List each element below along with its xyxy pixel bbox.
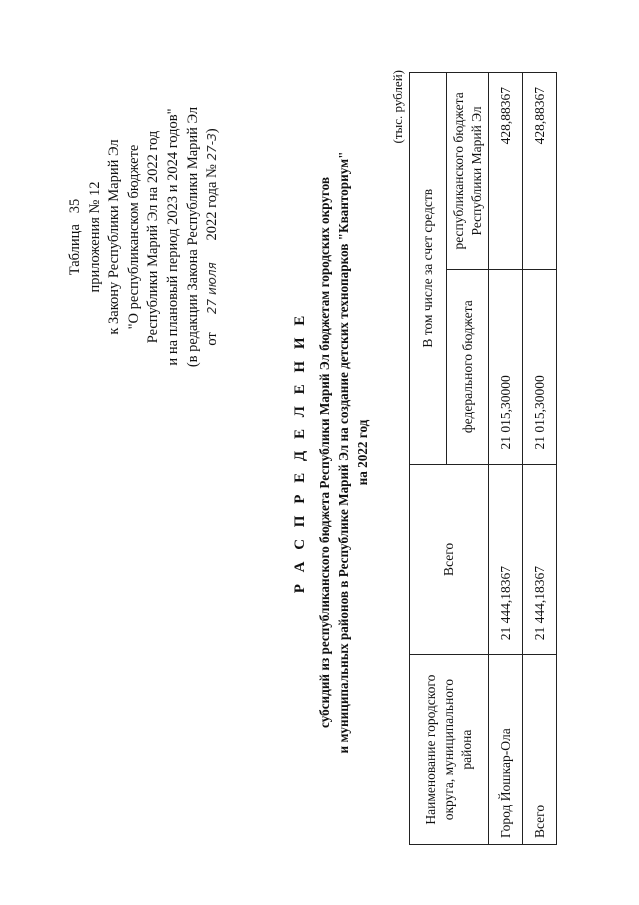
header-federal: федерального бюджета: [447, 269, 489, 464]
row-republic: 428,88367: [489, 73, 523, 270]
header-total: Всего: [410, 464, 489, 655]
handwritten-number: 27-З: [205, 133, 220, 161]
units-label: (тыс. рублей): [390, 70, 405, 144]
date-line: [203, 87, 223, 387]
row-federal: 21 015,30000: [489, 269, 523, 464]
law-name-line-3: и на плановый период 2023 и 2024 годов": [164, 108, 181, 366]
appendix-line: приложения № 12: [86, 181, 103, 293]
table-row: [523, 73, 557, 845]
approval-header: [66, 87, 223, 387]
year-text: 2022 года №: [204, 164, 221, 241]
row-total: 21 444,18367: [489, 464, 523, 655]
table-row: [489, 73, 523, 845]
row-name: Всего: [523, 655, 557, 845]
header-republic: республиканского бюджета Республики Марий Эл: [447, 73, 489, 270]
header-name: Наименование городского округа, муниципального района: [410, 655, 489, 845]
handwritten-date: 27 июля: [205, 262, 220, 315]
law-line: к Закону Республики Марий Эл: [106, 139, 123, 335]
row-federal: 21 015,30000: [523, 269, 557, 464]
row-republic: 428,88367: [523, 73, 557, 270]
table-number: 35: [67, 198, 83, 214]
distribution-table: [409, 72, 557, 845]
document-title-block: [292, 20, 372, 885]
subtitle-line-2: и муниципальных районов в Республике Марий Эл на создание детских технопарков "Кванториум": [336, 151, 351, 754]
closing-bracket: ): [204, 128, 221, 134]
subtitle-line-1: субсидий из республиканского бюджета Республики Марий Эл бюджетам городских округов: [317, 177, 332, 728]
law-name-line-1: "О республиканском бюджете: [125, 144, 142, 330]
law-name-line-2: Республики Марий Эл на 2022 год: [145, 130, 162, 344]
row-total: 21 444,18367: [523, 464, 557, 655]
header-including: В том числе за счет средств: [410, 73, 447, 465]
subtitle-line-3: на 2022 год: [355, 419, 370, 486]
edition-line: (в редакции Закона Республики Марий Эл: [184, 106, 201, 368]
row-name: Город Йошкар-Ола: [489, 655, 523, 845]
document-title: Р А С П Р Е Д Е Л Е Н И Е: [292, 311, 308, 594]
from-label: от: [204, 332, 221, 346]
table-label: Таблица: [67, 224, 83, 276]
